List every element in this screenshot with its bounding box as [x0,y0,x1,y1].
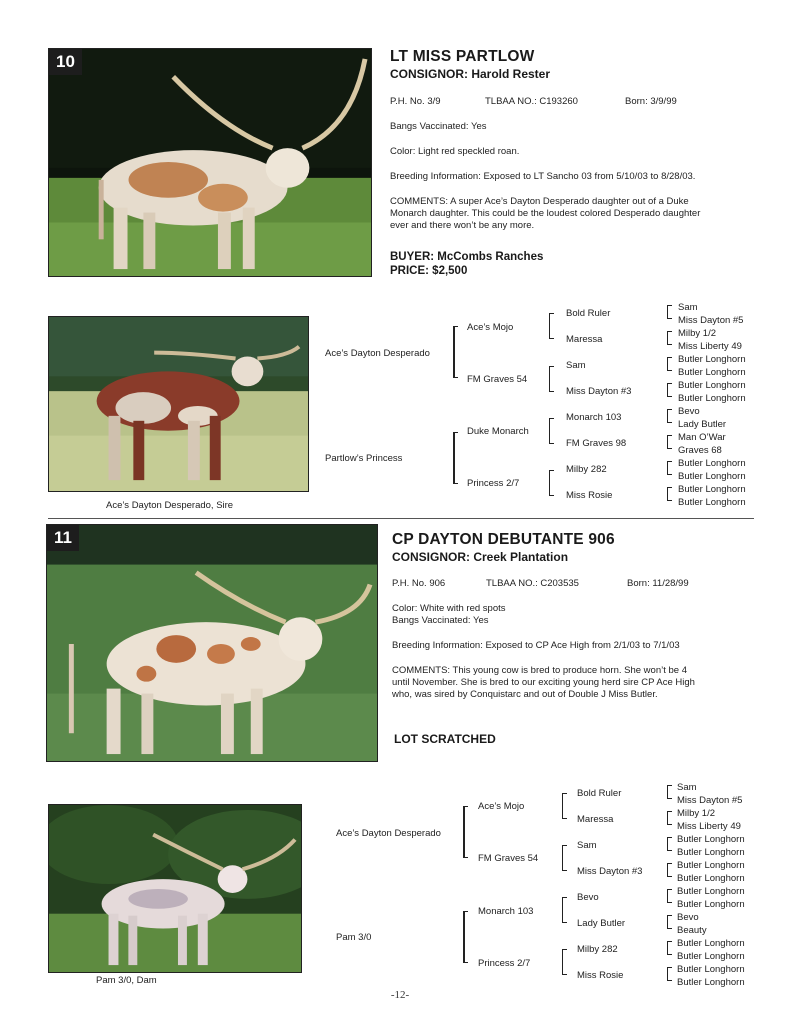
pedigree-gen4: Butler Longhorn [678,367,746,378]
lot10-cow-photo [48,48,372,277]
pedigree-bracket [549,470,554,496]
lot10-ph-no: P.H. No. 3/9 [390,96,441,107]
pedigree-gen4: Milby 1/2 [678,328,717,339]
page-number: -12- [390,989,410,1001]
lot11-consignor: CONSIGNOR: Creek Plantation [392,550,569,564]
pedigree-gen4: Butler Longhorn [677,873,745,884]
pedigree-bracket [463,806,468,858]
pedigree-bracket [463,911,468,963]
dam-cow-image [49,805,301,972]
pedigree-gen3: Bold Ruler [566,308,611,319]
pedigree-gen4: Butler Longhorn [678,484,746,495]
pedigree-gen4: Sam [678,302,698,313]
pedigree-gen4: Butler Longhorn [677,977,745,988]
pedigree-bracket [667,811,672,825]
lot10-price: PRICE: $2,500 [390,265,468,277]
pedigree-gen3: Milby 282 [566,464,607,475]
pedigree-gen4: Beauty [677,925,707,936]
lot10-number-badge: 10 [49,49,82,75]
pedigree-bracket [667,435,672,449]
pedigree-gen4: Miss Dayton #5 [678,315,744,326]
pedigree-gen2: FM Graves 54 [467,374,528,385]
pedigree-gen3: Miss Rosie [577,970,624,981]
pedigree-gen3: Sam [566,360,586,371]
pedigree-sire: Ace’s Dayton Desperado [325,348,430,359]
lot10-consignor: CONSIGNOR: Harold Rester [390,67,551,81]
pedigree-bracket [667,941,672,955]
pedigree-bracket [549,418,554,444]
pedigree-gen4: Lady Butler [678,419,727,430]
pedigree-gen4: Milby 1/2 [677,808,716,819]
lot10-comments-line1: COMMENTS: A super Ace’s Dayton Desperado daughter out of a Duke [390,196,689,207]
lot11-comments-line1: COMMENTS: This young cow is bred to produce horn. She won’t be 4 [392,665,687,676]
lot11-born: Born: 11/28/99 [627,578,689,589]
pedigree-gen2: Princess 2/7 [467,478,520,489]
lot11-bangs: Bangs Vaccinated: Yes [392,615,489,626]
lot10-sire-photo [48,316,309,492]
pedigree-gen4: Graves 68 [678,445,722,456]
pedigree-gen4: Butler Longhorn [678,393,746,404]
lot10-comments-line2: Monarch daughter. This could be the loudest colored Desperado daughter [390,208,701,219]
lot11-cow-photo [46,524,378,762]
pedigree-gen4: Bevo [677,912,699,923]
pedigree-gen4: Bevo [678,406,700,417]
lot10-breeding: Breeding Information: Exposed to LT Sancho 03 from 5/10/03 to 8/28/03. [390,171,696,182]
lot10-sire-caption: Ace’s Dayton Desperado, Sire [106,500,234,511]
pedigree-bracket [549,366,554,392]
lot10-color: Color: Light red speckled roan. [390,146,520,157]
pedigree-gen2: Duke Monarch [467,426,529,437]
pedigree-bracket [667,461,672,475]
pedigree-gen4: Miss Liberty 49 [678,341,742,352]
lot11-dam-photo [48,804,302,973]
lot10-title: LT MISS PARTLOW [390,48,535,65]
lot11-tlbaa-no: TLBAA NO.: C203535 [486,578,579,589]
pedigree-bracket [667,383,672,397]
pedigree-gen4: Butler Longhorn [678,380,746,391]
pedigree-bracket [667,889,672,903]
lot11-title: CP DAYTON DEBUTANTE 906 [392,531,615,548]
pedigree-gen3: Bold Ruler [577,788,622,799]
pedigree-bracket [667,785,672,799]
pedigree-gen2: Princess 2/7 [478,958,531,969]
pedigree-bracket [667,837,672,851]
lot11-color: Color: White with red spots [392,603,506,614]
lot10-cow-image [49,49,371,276]
pedigree-gen2: Monarch 103 [478,906,534,917]
pedigree-gen4: Butler Longhorn [677,964,745,975]
pedigree-bracket [667,915,672,929]
pedigree-gen4: Butler Longhorn [678,458,746,469]
pedigree-gen3: FM Graves 98 [566,438,627,449]
pedigree-dam: Partlow’s Princess [325,453,403,464]
pedigree-bracket [562,793,567,819]
pedigree-gen4: Butler Longhorn [678,471,746,482]
pedigree-bracket [667,487,672,501]
pedigree-bracket [562,949,567,975]
pedigree-gen3: Miss Dayton #3 [577,866,643,877]
pedigree-bracket [453,432,458,484]
pedigree-gen3: Milby 282 [577,944,618,955]
pedigree-bracket [667,305,672,319]
pedigree-bracket [562,897,567,923]
lot10-comments-line3: ever and there won’t be any more. [390,220,535,231]
lot11-ph-no: P.H. No. 906 [392,578,446,589]
lot10-tlbaa-no: TLBAA NO.: C193260 [485,96,578,107]
pedigree-gen4: Miss Dayton #5 [677,795,743,806]
lot-divider [48,518,754,519]
pedigree-gen2: Ace’s Mojo [467,322,514,333]
pedigree-gen3: Bevo [577,892,599,903]
pedigree-sire: Ace’s Dayton Desperado [336,828,441,839]
pedigree-bracket [667,967,672,981]
pedigree-gen4: Butler Longhorn [677,899,745,910]
pedigree-bracket [453,326,458,378]
pedigree-gen4: Butler Longhorn [678,354,746,365]
pedigree-bracket [562,845,567,871]
pedigree-gen4: Butler Longhorn [677,886,745,897]
pedigree-gen4: Butler Longhorn [678,497,746,508]
lot11-dam-caption: Pam 3/0, Dam [96,975,157,986]
pedigree-gen4: Butler Longhorn [677,951,745,962]
lot11-cow-image [47,525,377,761]
pedigree-bracket [549,313,554,339]
sire-bull-image [49,317,308,491]
pedigree-bracket [667,409,672,423]
pedigree-gen3: Maressa [577,814,614,825]
pedigree-gen4: Butler Longhorn [677,834,745,845]
lot10-bangs: Bangs Vaccinated: Yes [390,121,487,132]
pedigree-bracket [667,331,672,345]
pedigree-gen3: Monarch 103 [566,412,622,423]
pedigree-bracket [667,863,672,877]
pedigree-gen3: Miss Dayton #3 [566,386,632,397]
pedigree-gen4: Butler Longhorn [677,860,745,871]
pedigree-gen3: Lady Butler [577,918,626,929]
lot11-status: LOT SCRATCHED [394,732,496,746]
pedigree-gen3: Maressa [566,334,603,345]
pedigree-gen4: Butler Longhorn [677,847,745,858]
pedigree-gen4: Sam [677,782,697,793]
pedigree-gen2: FM Graves 54 [478,853,539,864]
pedigree-gen4: Miss Liberty 49 [677,821,741,832]
pedigree-bracket [667,357,672,371]
pedigree-gen4: Butler Longhorn [677,938,745,949]
pedigree-dam: Pam 3/0 [336,932,372,943]
lot10-buyer: BUYER: McCombs Ranches [390,251,544,263]
pedigree-gen3: Sam [577,840,597,851]
lot11-number-badge: 11 [47,525,79,551]
pedigree-gen3: Miss Rosie [566,490,613,501]
lot11-comments-line3: who, was sired by Conquistarc and out of Double J Miss Butler. [392,689,658,700]
pedigree-gen2: Ace’s Mojo [478,801,525,812]
lot11-comments-line2: until November. She is bred to our exciting young herd sire CP Ace High [392,677,695,688]
pedigree-gen4: Man O’War [678,432,726,443]
lot10-born: Born: 3/9/99 [625,96,677,107]
lot11-breeding: Breeding Information: Exposed to CP Ace High from 2/1/03 to 7/1/03 [392,640,680,651]
